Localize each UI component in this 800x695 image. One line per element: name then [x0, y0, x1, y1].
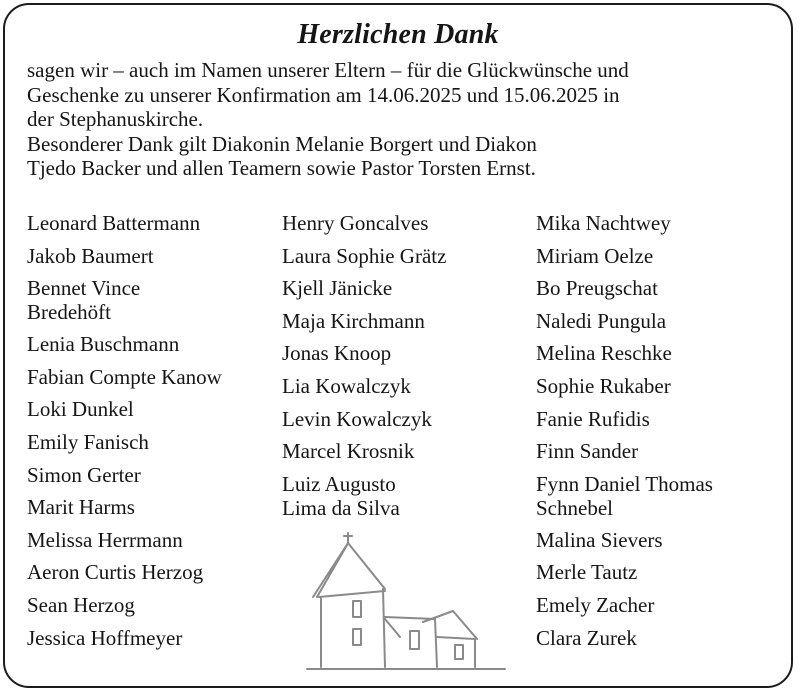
- message-line: Tjedo Backer und allen Teamern sowie Pastor Torsten Ernst.: [27, 156, 536, 181]
- name-entry: Loki Dunkel: [27, 397, 134, 422]
- church-sketch-icon: [305, 527, 510, 677]
- thank-you-message: [27, 58, 787, 181]
- name-entry: Jonas Knoop: [282, 341, 392, 366]
- message-line: Besonderer Dank gilt Diakonin Melanie Borgert und Diakon: [27, 131, 537, 156]
- name-entry: [536, 472, 713, 520]
- names-column-3: [536, 207, 713, 654]
- name-entry: Emely Zacher: [536, 592, 655, 617]
- name-entry: Kjell Jänicke: [282, 276, 393, 301]
- name-entry: Marcel Krosnik: [282, 439, 415, 464]
- name-entry: Jakob Baumert: [27, 243, 154, 268]
- name-line: Luiz Augusto: [282, 471, 396, 496]
- name-line: Lima da Silva: [282, 495, 400, 520]
- message-line: sagen wir – auch im Namen unserer Eltern – für die Glückwünsche und: [27, 58, 629, 82]
- thank-you-card: [3, 3, 793, 688]
- names-column-1: [27, 207, 222, 654]
- name-entry: Sophie Rukaber: [536, 373, 671, 398]
- name-entry: Lenia Buschmann: [27, 332, 180, 357]
- name-entry: Marit Harms: [27, 495, 135, 520]
- name-entry: Emily Fanisch: [27, 429, 149, 454]
- name-entry: Miriam Oelze: [536, 243, 654, 268]
- message-line: Geschenke zu unserer Konfirmation am 14.06.2025 und 15.06.2025 in: [27, 82, 620, 107]
- name-entry: Levin Kowalczyk: [282, 406, 432, 431]
- name-entry: Naledi Pungula: [536, 308, 667, 333]
- name-line: Bredehöft: [27, 300, 111, 325]
- name-line: Schnebel: [536, 495, 613, 520]
- name-entry: Aeron Curtis Herzog: [27, 560, 204, 585]
- name-entry: Merle Tautz: [536, 560, 638, 585]
- name-entry: Simon Gerter: [27, 462, 141, 487]
- name-entry: Finn Sander: [536, 439, 639, 464]
- name-entry: Henry Goncalves: [282, 211, 429, 235]
- name-entry: Malina Sievers: [536, 527, 663, 552]
- name-entry: Bo Preugschat: [536, 276, 658, 301]
- name-line: Bennet Vince: [27, 276, 141, 301]
- card-title: Herzlichen Dank: [297, 19, 499, 50]
- name-entry: Laura Sophie Grätz: [282, 243, 447, 268]
- name-entry: Fanie Rufidis: [536, 406, 650, 431]
- name-entry: Fabian Compte Kanow: [27, 364, 222, 389]
- name-entry: Lia Kowalczyk: [282, 373, 411, 398]
- name-line: Fynn Daniel Thomas: [536, 471, 713, 496]
- name-entry: Mika Nachtwey: [536, 211, 671, 235]
- name-entry: [27, 276, 222, 324]
- name-entry: Clara Zurek: [536, 625, 637, 650]
- name-entry: Maja Kirchmann: [282, 308, 425, 333]
- name-entry: Melissa Herrmann: [27, 527, 183, 552]
- message-line: der Stephanuskirche.: [27, 107, 204, 132]
- name-entry: Leonard Battermann: [27, 211, 201, 235]
- name-entry: Jessica Hoffmeyer: [27, 625, 183, 650]
- names-column-2: [282, 207, 446, 524]
- name-entry: Melina Reschke: [536, 341, 672, 366]
- name-entry: Sean Herzog: [27, 592, 135, 617]
- name-entry: [282, 472, 446, 520]
